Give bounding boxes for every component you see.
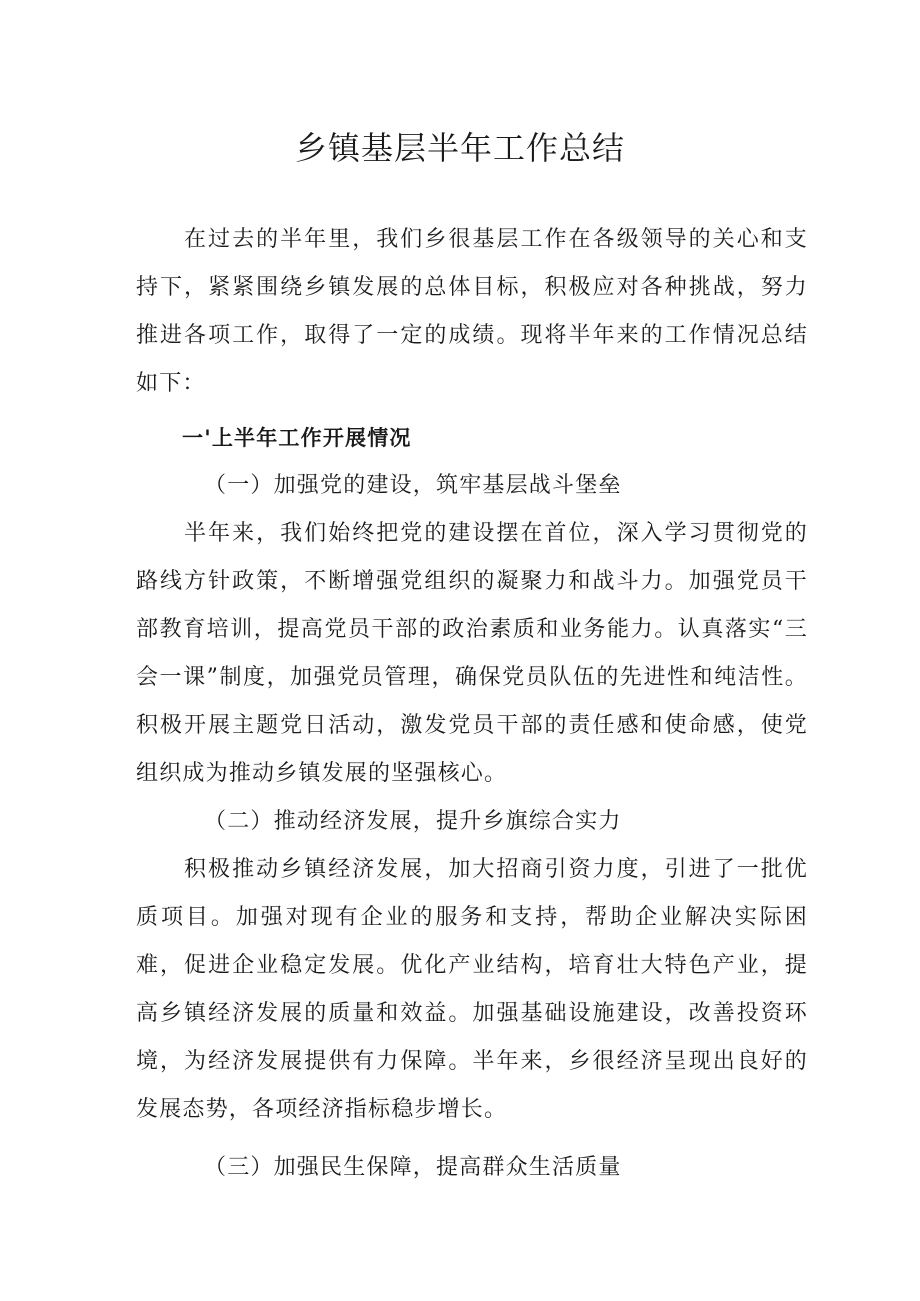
document-title: 乡镇基层半年工作总结	[294, 129, 625, 167]
subsection-heading-2: （二）推动经济发展，提升乡旗综合实力	[204, 809, 622, 834]
document-body	[136, 216, 808, 1192]
subsection-heading-3: （三）加强民生保障，提高群众生活质量	[204, 1155, 622, 1180]
intro-paragraph: 在过去的半年里，我们乡很基层工作在各级领导的关心和支持下，紧紧围绕乡镇发展的总体目标，积极应对各种挑战，努力推进各项工作，取得了一定的成绩。现将半年来的工作情况总结如下：	[136, 227, 808, 396]
subsection-heading-1: （一）加强党的建设，筑牢基层战斗堡垒	[204, 473, 622, 498]
subsection-body-1: 半年来，我们始终把党的建设摆在首位，深入学习贯彻党的路线方针政策，不断增强党组织的凝聚力和战斗力。加强党员干部教育培训，提高党员干部的政治素质和业务能力。认真落实“三会一课”制度，加强党员管理，确保党员队伍的先进性和纯洁性。积极开展主题党日活动，激发党员干部的责任感和使命感，使党组织成为推动乡镇发展的坚强核心。	[136, 521, 808, 786]
section-heading-1: 一'上半年工作开展情况	[182, 426, 412, 450]
subsection-body-2: 积极推动乡镇经济发展，加大招商引资力度，引进了一批优质项目。加强对现有企业的服务和支持，帮助企业解决实际困难，促进企业稳定发展。优化产业结构，培育壮大特色产业，提高乡镇经济发展的质量和效益。加强基础设施建设，改善投资环境，为经济发展提供有力保障。半年来，乡很经济呈现出良好的发展态势，各项经济指标稳步增长。	[136, 857, 808, 1122]
